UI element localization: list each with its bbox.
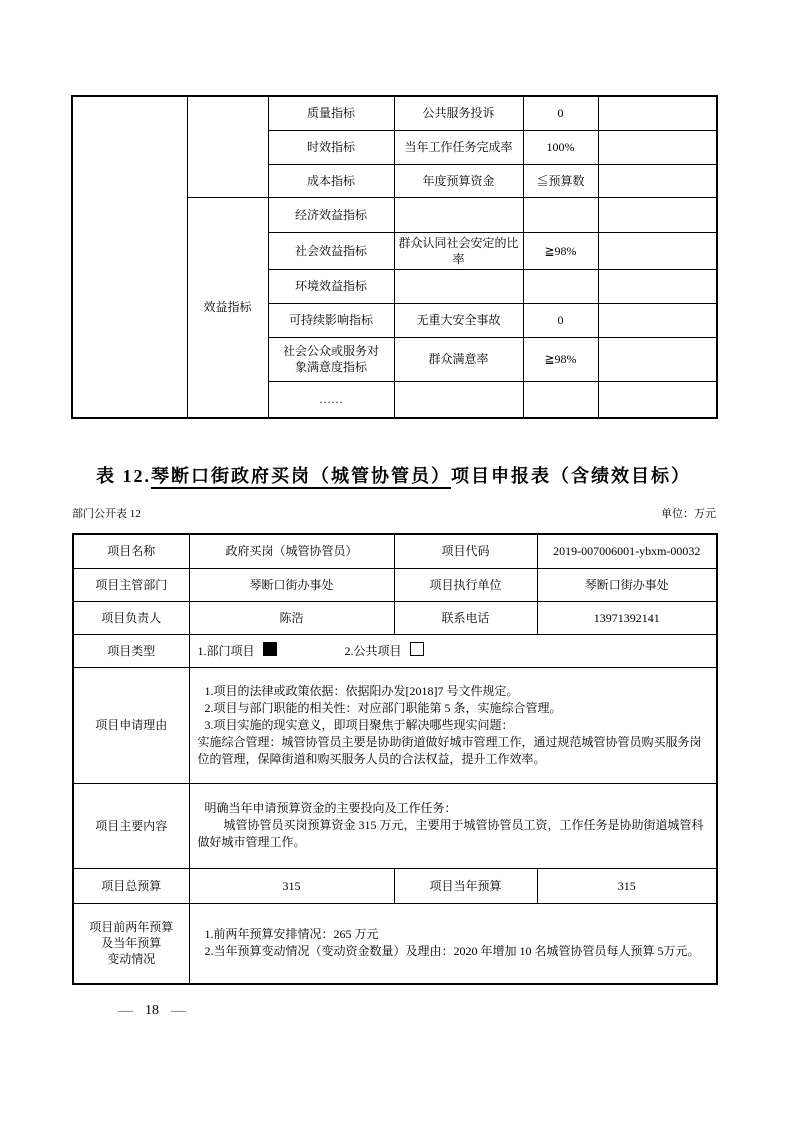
history-label-line: 项目前两年预算 [89, 920, 174, 935]
phone-label: 联系电话 [394, 601, 537, 634]
project-code-label: 项目代码 [394, 534, 537, 568]
checkbox-unchecked-icon [410, 642, 424, 656]
indicator-value: ≧98% [523, 337, 598, 381]
page-number-dash: — [171, 1003, 186, 1019]
indicator-detail: 群众满意率 [394, 337, 523, 381]
indicator-value [523, 381, 598, 418]
indicator-value: 0 [523, 303, 598, 337]
indicator-detail: 群众认同社会安定的比率 [394, 232, 523, 269]
indicator-name: 环境效益指标 [268, 269, 394, 303]
blank-group-cell [187, 96, 268, 197]
indicator-detail: 当年工作任务完成率 [394, 130, 523, 164]
content-cell [189, 783, 717, 868]
total-budget-label: 项目总预算 [73, 868, 189, 903]
table-row [73, 534, 717, 568]
page-number [118, 1001, 186, 1021]
project-type-option-public [345, 644, 424, 658]
table-meta-line [72, 506, 716, 522]
project-name-value: 政府买岗（城管协管员） [189, 534, 394, 568]
blank-cell [598, 303, 717, 337]
reason-line: 2.项目与部门职能的相关性：对应部门职能第 5 条，实施综合管理。 [204, 700, 562, 715]
indicator-value: ≧98% [523, 232, 598, 269]
page-number-value: 18 [145, 1003, 159, 1018]
title-prefix: 表 12. [96, 466, 151, 486]
project-type-label: 项目类型 [73, 634, 189, 667]
project-type-option-dept [198, 644, 277, 658]
blank-cell [598, 130, 717, 164]
option-label: 2.公共项目 [344, 644, 402, 658]
history-line: 2.当年预算变动情况（变动资金数量）及理由：2020 年增加 10 名城管协管员每人预算 5万元。 [204, 944, 700, 959]
total-budget-value: 315 [189, 868, 394, 903]
indicator-detail [394, 197, 523, 232]
indicator-detail [394, 381, 523, 418]
history-label [73, 903, 189, 984]
table-row [73, 667, 717, 783]
option-label: 1.部门项目 [197, 644, 255, 658]
checkbox-checked-icon [263, 642, 277, 656]
indicator-name: 成本指标 [268, 164, 394, 197]
performance-indicator-table [71, 95, 718, 419]
title-suffix: 项目申报表（含绩效目标） [451, 466, 691, 486]
blank-cell [598, 96, 717, 130]
table-row [72, 96, 717, 130]
project-code-value: 2019-007006001-ybxm-00032 [537, 534, 717, 568]
blank-cell [598, 197, 717, 232]
unit-label: 单位：万元 [661, 508, 716, 520]
title-underlined-part: 琴断口街政府买岗（城管协管员） [151, 466, 451, 489]
project-name-label: 项目名称 [73, 534, 189, 568]
blank-cell [598, 337, 717, 381]
table-row [73, 868, 717, 903]
blank-cell [598, 269, 717, 303]
executing-unit-value: 琴断口街办事处 [537, 568, 717, 601]
reason-line: 3.项目实施的现实意义，即项目聚焦于解决哪些现实问题： [204, 717, 514, 732]
indicator-value: ≦预算数 [523, 164, 598, 197]
indicator-detail: 公共服务投诉 [394, 96, 523, 130]
indicator-name: 社会公众或服务对象满意度指标 [268, 337, 394, 381]
blank-cell [598, 232, 717, 269]
indicator-value [523, 269, 598, 303]
indicator-value [523, 197, 598, 232]
history-label-line: 变动情况 [107, 952, 156, 967]
content-label: 项目主要内容 [73, 783, 189, 868]
current-budget-label: 项目当年预算 [394, 868, 537, 903]
current-budget-value: 315 [537, 868, 717, 903]
indicator-value: 100% [523, 130, 598, 164]
indicator-name: 时效指标 [268, 130, 394, 164]
executing-unit-label: 项目执行单位 [394, 568, 537, 601]
content-line: 明确当年申请预算资金的主要投向及工作任务： [204, 801, 457, 815]
reason-cell [189, 667, 717, 783]
table-label: 部门公开表 12 [72, 508, 141, 520]
history-cell [189, 903, 717, 984]
table-row [73, 634, 717, 667]
page-number-dash: — [118, 1003, 133, 1019]
page-title [71, 461, 716, 491]
leader-label: 项目负责人 [73, 601, 189, 634]
blank-cell [598, 381, 717, 418]
blank-left-cell [72, 96, 187, 418]
project-application-table [72, 533, 718, 985]
indicator-detail: 无重大安全事故 [394, 303, 523, 337]
table-row [73, 568, 717, 601]
indicator-value: 0 [523, 96, 598, 130]
history-label-line: 及当年预算 [101, 936, 162, 951]
indicator-detail [394, 269, 523, 303]
indicator-name: 社会效益指标 [268, 232, 394, 269]
indicator-name: 可持续影响指标 [268, 303, 394, 337]
supervisor-dept-label: 项目主管部门 [73, 568, 189, 601]
project-type-cell [189, 634, 717, 667]
table-row [73, 903, 717, 984]
benefit-group-label: 效益指标 [187, 197, 268, 418]
table-row [73, 783, 717, 868]
reason-line: 实施综合管理：城管协管员主要是协助街道做好城市管理工作，通过规范城管协管员购买服务岗位的管理，保障街道和购买服务人员的合法权益，提升工作效率。 [197, 734, 702, 766]
phone-value: 13971392141 [537, 601, 717, 634]
content-line: 城管协管员买岗预算资金 315 万元，主要用于城管协管员工资，工作任务是协助街道城管科做好城市管理工作。 [197, 818, 704, 849]
table-row [73, 601, 717, 634]
blank-cell [598, 164, 717, 197]
indicator-name: …… [268, 381, 394, 418]
history-line: 1.前两年预算安排情况：265 万元 [204, 927, 379, 942]
indicator-name: 质量指标 [268, 96, 394, 130]
supervisor-dept-value: 琴断口街办事处 [189, 568, 394, 601]
reason-label: 项目申请理由 [73, 667, 189, 783]
reason-line: 1.项目的法律或政策依据：依据阳办发[2018]7 号文件规定。 [204, 683, 519, 698]
indicator-detail: 年度预算资金 [394, 164, 523, 197]
leader-value: 陈浩 [189, 601, 394, 634]
indicator-name: 经济效益指标 [268, 197, 394, 232]
